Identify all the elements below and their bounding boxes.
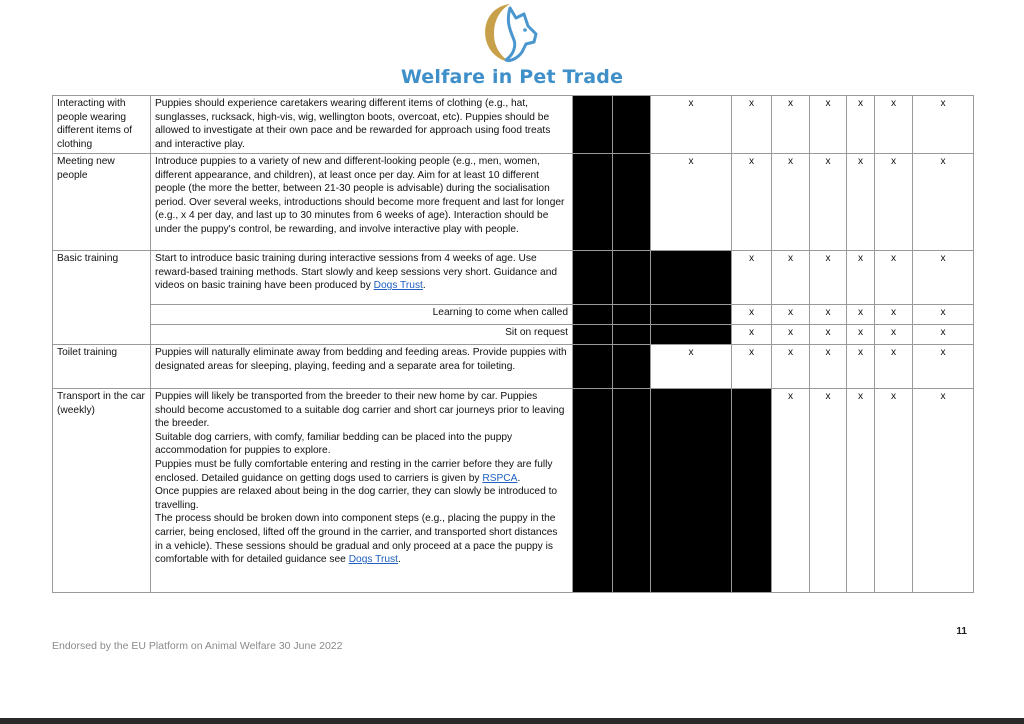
paragraph: [155, 512, 568, 566]
paragraph-suffix: .: [397, 554, 401, 566]
mark-cell: x: [732, 96, 772, 154]
row-description: Puppies will naturally eliminate away from bedding and feeding areas. Provide puppies with designated areas for sleeping, playing, feeding and a separate area for toileting.: [151, 345, 573, 389]
bottom-bar: [0, 718, 1024, 724]
mark-cell: x: [651, 154, 732, 251]
rspca-link[interactable]: RSPCA: [482, 472, 518, 484]
row-topic: Basic training: [53, 251, 151, 345]
blocked-cell: [651, 251, 732, 305]
mark-cell: x: [847, 96, 875, 154]
blocked-cell: [651, 325, 732, 345]
mark-cell: x: [847, 154, 875, 251]
table-row: [53, 154, 974, 251]
paragraph-text: The process should be broken down into component steps (e.g., placing the puppy in the carrier, being enclosed, lifted off the ground in the carrier, and transported short distances in a vehicle). These sessions should be gradual and only proceed at a pace the puppy is comfortable with for detailed guidance see: [155, 513, 558, 566]
mark-cell: x: [772, 325, 810, 345]
row-topic: [53, 389, 151, 593]
mark-cell: x: [875, 96, 913, 154]
subrow-label: Sit on request: [151, 325, 573, 345]
blocked-cell: [613, 389, 651, 593]
table-row: [53, 96, 974, 154]
blocked-cell: [651, 389, 732, 593]
mark-cell: x: [875, 325, 913, 345]
mark-cell: x: [810, 305, 847, 325]
mark-cell: x: [772, 305, 810, 325]
row-description: Introduce puppies to a variety of new and different-looking people (e.g., men, women, different appearance, and children), at least once per day. Aim for at least 10 different people (the more the better, between 21-30 people is advisable) during the socialisation period. Over several weeks, introductions should become more frequent and last for longer (e.g., x 4 per day, and last up to 30 minutes from 6 weeks of age). Interaction should be under the puppy's control, be rewarding, and involve interactive play with people.: [151, 154, 573, 251]
mark-cell: x: [847, 389, 875, 593]
mark-cell: x: [732, 251, 772, 305]
blocked-cell: [613, 305, 651, 325]
mark-cell: x: [913, 389, 974, 593]
blocked-cell: [573, 96, 613, 154]
topic-note: (weekly): [57, 404, 95, 416]
blocked-cell: [651, 305, 732, 325]
dogs-trust-link[interactable]: Dogs Trust: [348, 554, 398, 566]
mark-cell: x: [772, 96, 810, 154]
dog-logo-icon: [470, 0, 550, 66]
blocked-cell: [613, 154, 651, 251]
row-topic: Interacting with people wearing different items of clothing: [53, 96, 151, 154]
blocked-cell: [613, 96, 651, 154]
paragraph-suffix: .: [517, 472, 521, 484]
row-description: [151, 389, 573, 593]
mark-cell: x: [875, 251, 913, 305]
blocked-cell: [573, 325, 613, 345]
mark-cell: x: [651, 345, 732, 389]
blocked-cell: [573, 389, 613, 593]
table-row: [53, 305, 974, 325]
blocked-cell: [573, 154, 613, 251]
mark-cell: x: [913, 305, 974, 325]
table-row: [53, 251, 974, 305]
paragraph: Puppies will likely be transported from the breeder to their new home by car. Puppies should become accustomed to a suitable dog carrier and short car journeys prior to leaving the breeder.: [155, 391, 565, 430]
mark-cell: x: [732, 345, 772, 389]
row-topic: Toilet training: [53, 345, 151, 389]
brand-title: Welfare in Pet Trade: [400, 66, 624, 88]
mark-cell: x: [810, 251, 847, 305]
row-description: [151, 251, 573, 305]
mark-cell: x: [875, 305, 913, 325]
mark-cell: x: [847, 305, 875, 325]
mark-cell: x: [875, 345, 913, 389]
endorsement-note: Endorsed by the EU Platform on Animal Welfare 30 June 2022: [52, 640, 343, 652]
paragraph-text: Puppies must be fully comfortable entering and resting in the carrier before they are fully enclosed. Detailed guidance on getting dogs used to carriers is given by: [155, 458, 553, 484]
mark-cell: x: [847, 325, 875, 345]
mark-cell: x: [913, 251, 974, 305]
table-row: [53, 389, 974, 593]
topic-text: Transport in the car: [57, 391, 145, 402]
table-row: [53, 345, 974, 389]
mark-cell: x: [913, 96, 974, 154]
paragraph: Once puppies are relaxed about being in the dog carrier, they can slowly be introduced to travelling.: [155, 486, 558, 511]
row-topic: Meeting new people: [53, 154, 151, 251]
blocked-cell: [613, 251, 651, 305]
socialisation-table: [52, 95, 974, 593]
paragraph: Suitable dog carriers, with comfy, familiar bedding can be placed into the puppy accommodation for puppies to explore.: [155, 431, 513, 457]
description-text: Start to introduce basic training during interactive sessions from 4 weeks of age. Use reward-based training methods. Start slowly and keep sessions very short. Guidance and videos on basic training have been produced by: [155, 253, 558, 292]
blocked-cell: [573, 305, 613, 325]
mark-cell: x: [913, 154, 974, 251]
mark-cell: x: [732, 305, 772, 325]
mark-cell: x: [810, 345, 847, 389]
mark-cell: x: [847, 345, 875, 389]
blocked-cell: [573, 251, 613, 305]
mark-cell: x: [875, 154, 913, 251]
mark-cell: x: [847, 251, 875, 305]
mark-cell: x: [732, 325, 772, 345]
mark-cell: x: [913, 325, 974, 345]
description-suffix: .: [422, 280, 426, 292]
mark-cell: x: [732, 154, 772, 251]
subrow-label: Learning to come when called: [151, 305, 573, 325]
blocked-cell: [613, 325, 651, 345]
mark-cell: x: [772, 251, 810, 305]
mark-cell: x: [913, 345, 974, 389]
table-row: [53, 325, 974, 345]
blocked-cell: [573, 345, 613, 389]
blocked-cell: [732, 389, 772, 593]
dogs-trust-link[interactable]: Dogs Trust: [373, 280, 423, 292]
blocked-cell: [613, 345, 651, 389]
mark-cell: x: [651, 96, 732, 154]
mark-cell: x: [810, 154, 847, 251]
row-description: Puppies should experience caretakers wearing different items of clothing (e.g., hat, sunglasses, rucksack, high-vis, wig, wellington boots, overcoat, etc). Puppies should be allowed to investigate at their own pace and be rewarded for approach using food treats and interactive play.: [151, 96, 573, 154]
mark-cell: x: [772, 345, 810, 389]
mark-cell: x: [810, 389, 847, 593]
mark-cell: x: [875, 389, 913, 593]
mark-cell: x: [810, 325, 847, 345]
paragraph: [155, 458, 568, 485]
mark-cell: x: [772, 389, 810, 593]
mark-cell: x: [810, 96, 847, 154]
page-number: 11: [956, 626, 967, 637]
mark-cell: x: [772, 154, 810, 251]
